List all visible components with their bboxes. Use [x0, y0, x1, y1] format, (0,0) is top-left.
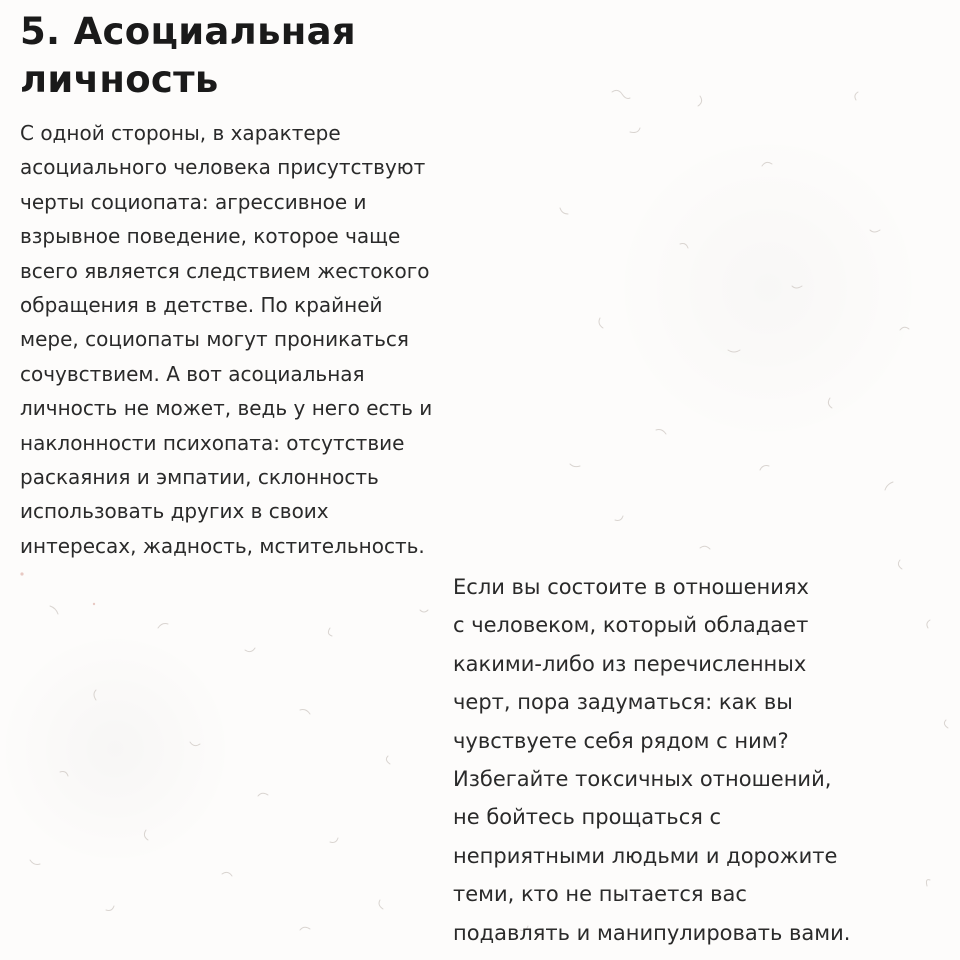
text-line: подавлять и манипулировать вами.: [453, 920, 851, 945]
text-line: черты социопата: агрессивное и: [20, 189, 367, 214]
text-line: взрывное поведение, которое чаще: [20, 224, 401, 249]
page-heading: [20, 8, 356, 104]
text-line: мере, социопаты могут проникаться: [20, 327, 409, 352]
text-line: неприятными людьми и дорожите: [453, 843, 838, 868]
text-line: использовать других в своих: [20, 499, 329, 524]
text-line: раскаяния и эмпатии, склонность: [20, 465, 379, 490]
text-line: всего является следствием жестокого: [20, 258, 430, 283]
text-line: не бойтесь прощаться с: [453, 805, 722, 830]
text-line: Если вы состоите в отношениях: [453, 575, 809, 599]
text-line: наклонности психопата: отсутствие: [20, 430, 405, 455]
text-line: сочувствием. А вот асоциальная: [20, 361, 365, 386]
text-line: с человеком, который обладает: [453, 613, 809, 638]
text-line: обращения в детстве. По крайней: [20, 293, 383, 318]
text-line: какими-либо из перечисленных: [453, 651, 807, 676]
paragraph-advice: [453, 568, 850, 952]
text-line: чувствуете себя рядом с ним?: [453, 728, 789, 753]
text-line: асоциального человека присутствуют: [20, 155, 426, 180]
text-line: теми, кто не пытается вас: [453, 882, 747, 907]
heading-line: 5. Асоциальная: [20, 10, 356, 53]
paragraph-antisocial-description: [20, 116, 432, 563]
text-line: Избегайте токсичных отношений,: [453, 767, 832, 792]
text-line: интересах, жадность, мстительность.: [20, 533, 425, 558]
text-line: черт, пора задуматься: как вы: [453, 690, 793, 715]
text-line: С одной стороны, в характере: [20, 121, 341, 145]
heading-line: личность: [20, 58, 219, 101]
text-line: личность не может, ведь у него есть и: [20, 396, 433, 421]
